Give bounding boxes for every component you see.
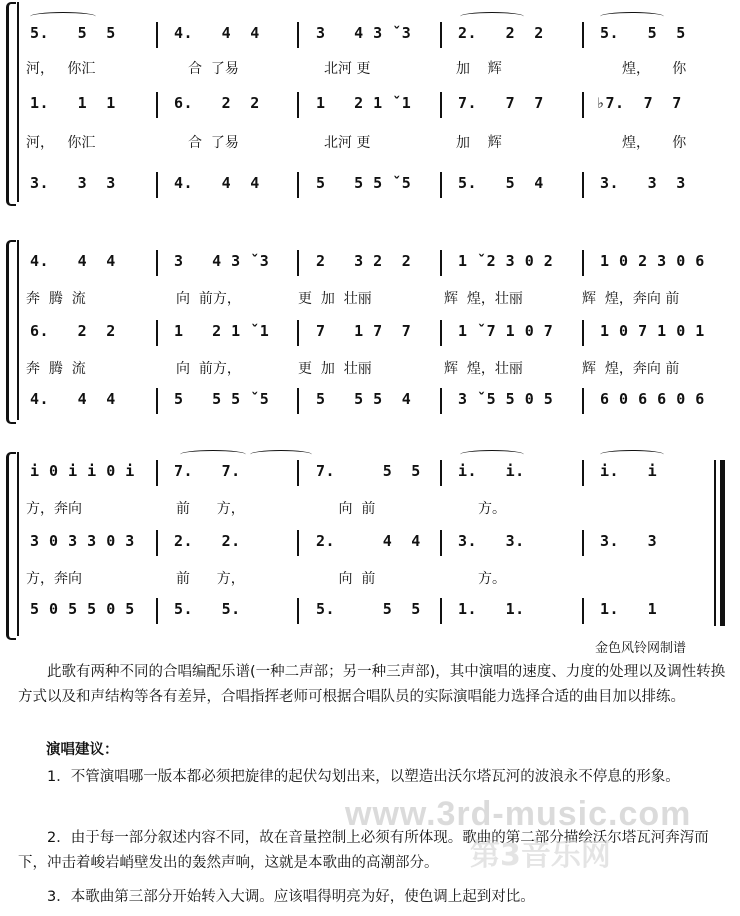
measure-lyric: 方。: [478, 501, 506, 517]
intro-paragraph: 此歌有两种不同的合唱编配乐谱(一种二声部；另一种三声部)，其中演唱的速度、力度的处理以及调性转换方式以及和声结构等各有差异，合唱指挥老师可根据合唱队员的实际演唱能力选择合适的曲目加以排练。: [18, 664, 726, 705]
site-watermark-logo: 第3音乐网: [470, 838, 611, 873]
measure-lyric: 奔 腾 流: [26, 361, 86, 377]
measure-lyric: 辉 煌，奔向 前: [582, 291, 680, 307]
measure-notes: 4. 4 4: [174, 174, 260, 192]
measure-lyric: 方，奔向: [26, 571, 82, 587]
measure-lyric: 煌， 你: [622, 135, 687, 151]
measure-notes: 3. 3 3: [30, 174, 116, 192]
system-line: [17, 2, 19, 202]
notes-row: [26, 174, 726, 198]
measure-notes: 1 0 7 1 0 1: [600, 322, 705, 340]
measure-notes: 3 ˇ5 5 0 5: [458, 390, 554, 408]
measure-notes: 5 0 5 5 0 5: [30, 600, 135, 618]
system-brace: [6, 2, 16, 206]
measure-notes: 3 4 3 ˇ3: [316, 24, 412, 42]
measure-notes: 1 2 1 ˇ1: [174, 322, 270, 340]
measure-notes: 3. 3: [600, 532, 658, 550]
measure-lyric: 更 加 壮丽: [298, 291, 372, 307]
measure-lyric: 向 前: [294, 501, 376, 517]
system-brace: [6, 452, 16, 640]
measure-notes: i 0 i i 0 i: [30, 462, 135, 480]
lyric-row: [26, 358, 726, 382]
measure-notes: 5. 5 5: [30, 24, 116, 42]
measure-notes: 2 3 2 2: [316, 252, 412, 270]
measure-lyric: 合 了易: [188, 61, 239, 77]
measure-notes: 3 0 3 3 0 3: [30, 532, 135, 550]
notes-row: [26, 252, 726, 276]
measure-lyric: 奔 腾 流: [26, 291, 86, 307]
suggestions-title: 演唱建议：: [46, 742, 119, 758]
measure-notes: 2. 2.: [174, 532, 241, 550]
slur: [600, 450, 664, 459]
measure-lyric: 辉 煌，壮丽: [444, 361, 523, 377]
site-watermark: www.3rd-music.com: [345, 795, 692, 833]
measure-lyric: 前 方，: [176, 501, 245, 517]
measure-notes: 5. 5.: [174, 600, 241, 618]
measure-lyric: 前 方，: [176, 571, 245, 587]
measure-notes: 3 4 3 ˇ3: [174, 252, 270, 270]
measure-notes: 5 5 5 ˇ5: [316, 174, 412, 192]
measure-lyric: 煌， 你: [622, 61, 687, 77]
measure-notes: 1. 1.: [458, 600, 525, 618]
measure-notes: 1 ˇ7 1 0 7: [458, 322, 554, 340]
measure-notes: 6 0 6 6 0 6: [600, 390, 705, 408]
notes-row: [26, 462, 726, 486]
measure-notes: 5. 5 5: [600, 24, 686, 42]
measure-notes: 7. 7.: [174, 462, 241, 480]
lyric-row: [26, 288, 726, 312]
measure-notes: 7. 7 7: [458, 94, 544, 112]
suggestion-2: 2．由于每一部分叙述内容不同，故在音量控制上必须有所体现。歌曲的第二部分描绘沃尔塔瓦河奔泻而下，冲击着峻岩峭壁发出的轰然声响，这就是本歌曲的高潮部分。: [18, 830, 709, 871]
measure-notes: 7. 5 5: [316, 462, 421, 480]
measure-notes: 2. 2 2: [458, 24, 544, 42]
measure-notes: 5 5 5 4: [316, 390, 412, 408]
system-line: [17, 240, 19, 420]
notes-row: [26, 322, 726, 346]
measure-notes: 1. 1: [600, 600, 658, 618]
measure-lyric: 河， 你汇: [26, 61, 96, 77]
measure-lyric: 北河 更: [324, 61, 371, 77]
system-line: [17, 452, 19, 636]
lyric-row: [26, 58, 726, 82]
measure-notes: 4. 4 4: [30, 252, 116, 270]
measure-lyric: 加 辉: [456, 61, 502, 77]
lyric-row: [26, 568, 726, 592]
measure-notes: 4. 4 4: [30, 390, 116, 408]
measure-notes: 3. 3 3: [600, 174, 686, 192]
measure-lyric: 方。: [478, 571, 506, 587]
measure-notes: 6. 2 2: [30, 322, 116, 340]
measure-lyric: 更 加 壮丽: [298, 361, 372, 377]
measure-lyric: 北河 更: [324, 135, 371, 151]
measure-notes: 2. 4 4: [316, 532, 421, 550]
measure-notes: 5. 5 5: [316, 600, 421, 618]
lyric-row: [26, 498, 726, 522]
notes-row: [26, 24, 726, 48]
measure-lyric: 向 前方，: [176, 291, 241, 307]
system-brace: [6, 240, 16, 424]
notes-row: [26, 600, 726, 624]
suggestion-3: 3．本歌曲第三部分开始转入大调。应该唱得明亮为好，使色调上起到对比。: [47, 889, 535, 905]
measure-lyric: 河， 你汇: [26, 135, 96, 151]
lyric-row: [26, 132, 726, 156]
measure-notes: i. i.: [458, 462, 525, 480]
measure-lyric: 向 前方，: [176, 361, 241, 377]
measure-notes: 1. 1 1: [30, 94, 116, 112]
slur: [460, 450, 524, 459]
notes-row: [26, 532, 726, 556]
measure-notes: 4. 4 4: [174, 24, 260, 42]
slur: [460, 12, 524, 21]
measure-notes: 3. 3.: [458, 532, 525, 550]
measure-lyric: 辉 煌，奔向 前: [582, 361, 680, 377]
measure-lyric: 方，奔向: [26, 501, 82, 517]
measure-notes: 7 1 7 7: [316, 322, 412, 340]
measure-lyric: 加 辉: [456, 135, 502, 151]
measure-notes: 6. 2 2: [174, 94, 260, 112]
measure-notes: 1 ˇ2 3 0 2: [458, 252, 554, 270]
measure-notes: i. i: [600, 462, 658, 480]
measure-lyric: 合 了易: [188, 135, 239, 151]
measure-notes: ♭7. 7 7: [596, 94, 682, 112]
measure-lyric: 辉 煌，壮丽: [444, 291, 523, 307]
slur: [600, 12, 664, 21]
measure-notes: 5 5 5 ˇ5: [174, 390, 270, 408]
slur: [30, 12, 96, 21]
measure-notes: 1 0 2 3 0 6: [600, 252, 705, 270]
measure-notes: 1 2 1 ˇ1: [316, 94, 412, 112]
measure-notes: 5. 5 4: [458, 174, 544, 192]
notes-row: [26, 390, 726, 414]
measure-lyric: 向 前: [294, 571, 376, 587]
notes-row: [26, 94, 726, 118]
suggestion-1: 1．不管演唱哪一版本都必须把旋律的起伏勾划出来，以塑造出沃尔塔瓦河的波浪永不停息的形象。: [47, 769, 680, 785]
score-credit: 金色风铃网制谱: [595, 641, 687, 656]
slur: [180, 450, 246, 459]
slur: [250, 450, 312, 459]
